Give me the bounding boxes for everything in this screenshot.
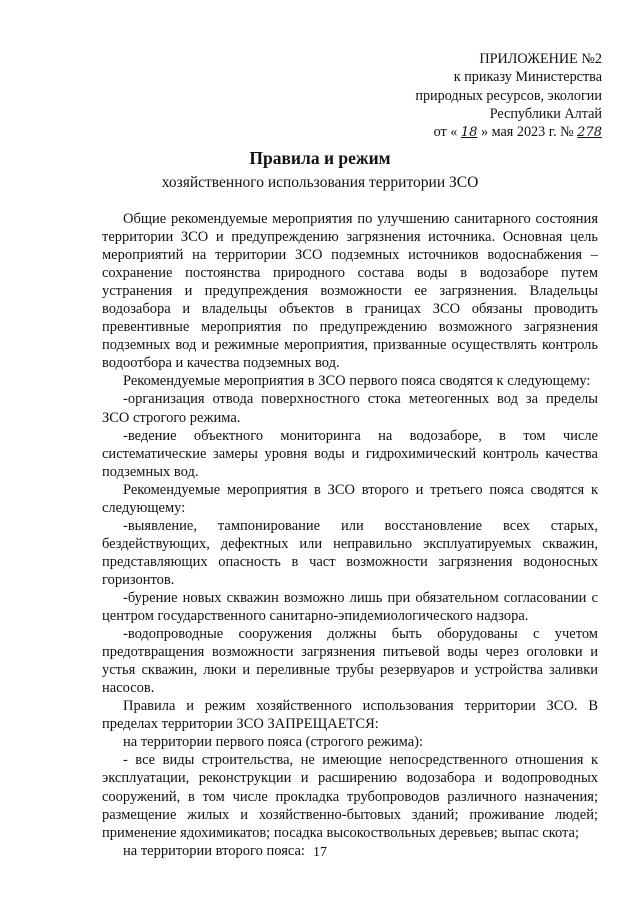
date-prefix: от « <box>433 124 458 141</box>
order-number-handwritten: 278 <box>577 125 602 141</box>
paragraph: -организация отвода поверхностного стока метеогенных вод за пределы ЗСО строгого режима. <box>102 391 598 426</box>
appendix-ministry-line: природных ресурсов, экологии <box>415 87 602 104</box>
appendix-date-line <box>342 123 602 142</box>
paragraph: Правила и режим хозяйственного использования территории ЗСО. В пределах территории ЗСО ЗАПРЕЩАЕТСЯ: <box>102 698 598 733</box>
paragraph: на территории первого пояса (строгого режима): <box>123 734 424 751</box>
date-middle: » мая 2023 г. № <box>480 124 574 141</box>
appendix-republic-line: Республики Алтай <box>489 105 602 122</box>
appendix-order-line: к приказу Министерства <box>453 69 602 86</box>
document-body <box>102 210 598 860</box>
page-number: 17 <box>313 845 327 860</box>
paragraph: -водопроводные сооружения должны быть оборудованы с учетом предотвращения возможности загрязнения питьевой воды через оголовки и устья скважин, люки и переливные трубы резервуаров и устройства заливки насосов. <box>102 626 598 697</box>
paragraph: -выявление, тампонирование или восстановление всех старых, бездействующих, дефектных или неправильно эксплуатируемых скважин, представляющих опасность в част возможности загрязнения водоносных горизонтов. <box>102 517 598 588</box>
paragraph: Рекомендуемые мероприятия в ЗСО первого пояса сводятся к следующему: <box>123 373 591 390</box>
paragraph: Общие рекомендуемые мероприятия по улучшению санитарного состояния территории ЗСО и предупреждению загрязнения источника. Основная цель мероприятий на территории ЗСО подземных источников водоснабжения – сохранение постоянства природного состава воды в водозаборе путем устранения и предупреждения возможности ее загрязнения. Владельцы водозабора и владельцы объектов в границах ЗСО обязаны проводить превентивные мероприятия по предупреждению возможного загрязнения подземных вод и режимные мероприятия, призванные осуществлять контроль водоотбора и качества подземных вод. <box>102 211 598 372</box>
appendix-header <box>342 50 602 142</box>
paragraph: -бурение новых скважин возможно лишь при обязательном согласовании с центром государственного санитарно-эпидемиологического надзора. <box>102 589 598 625</box>
document-title: Правила и режим <box>249 148 391 168</box>
paragraph: на территории второго пояса: <box>123 842 305 859</box>
date-day-handwritten: 18 <box>460 125 478 141</box>
paragraph: Рекомендуемые мероприятия в ЗСО второго и третьего пояса сводятся к следующему: <box>102 481 598 516</box>
paragraph: -ведение объектного мониторинга на водозаборе, в том числе систематические замеры уровня воды и гидрохимический контроль качества подземных вод. <box>102 427 598 480</box>
document-subtitle: хозяйственного использования территории ЗСО <box>161 174 479 191</box>
paragraph: - все виды строительства, не имеющие непосредственного отношения к эксплуатации, реконструкции и расширению водозабора и водопроводных сооружений, в том числе прокладка трубопроводов различного назначения; размещение жилых и хозяйственно-бытовых зданий; проживание людей; применение ядохимикатов; посадка высокоствольных деревьев; выпас скота; <box>102 752 598 841</box>
appendix-title: ПРИЛОЖЕНИЕ №2 <box>479 51 602 67</box>
